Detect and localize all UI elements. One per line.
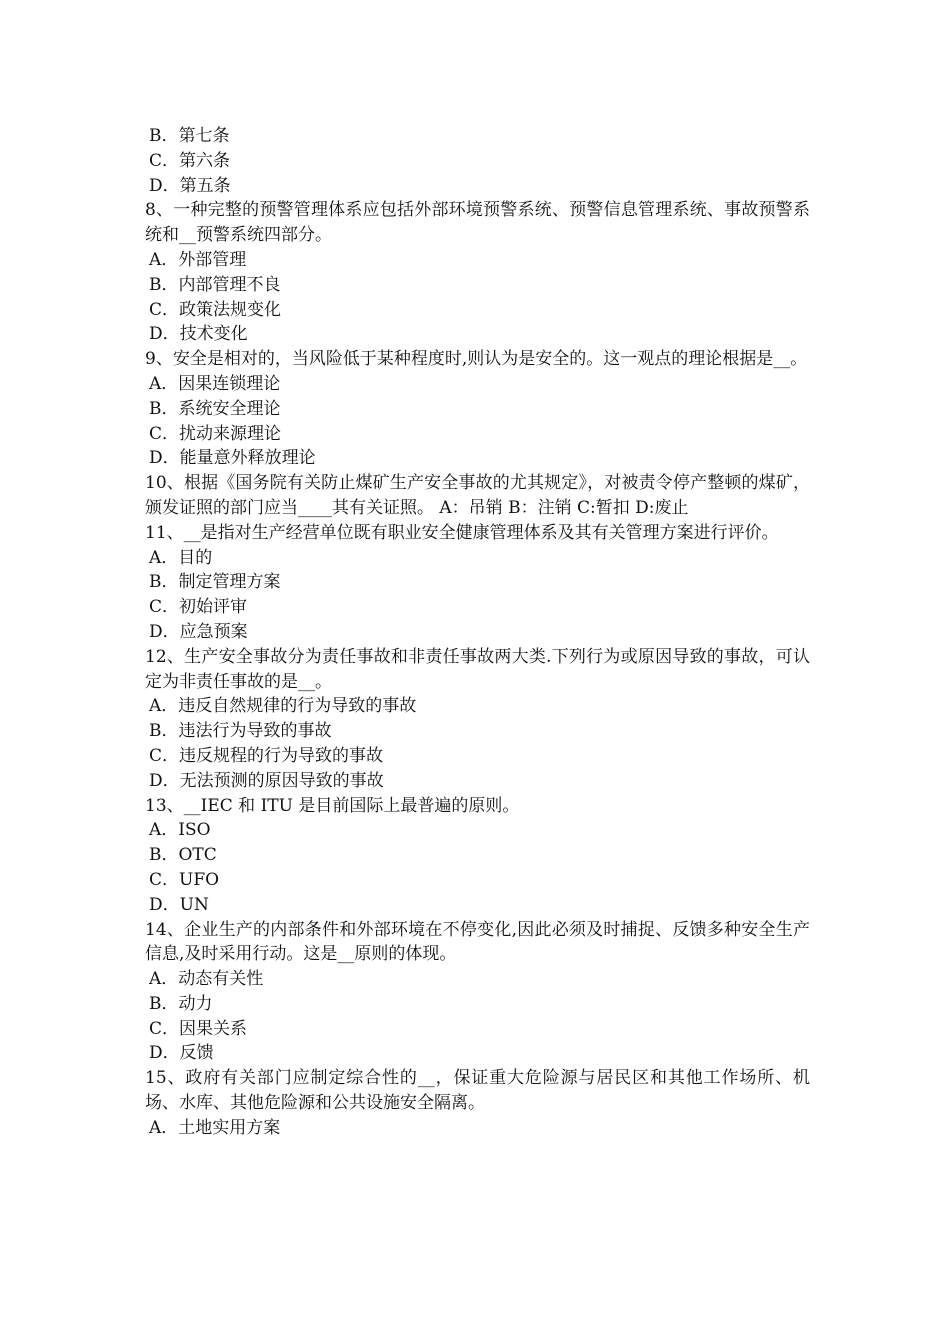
option-line: D．反馈	[149, 1043, 214, 1064]
option-line: A．目的	[149, 547, 213, 568]
option-line: C．初始评审	[149, 597, 248, 618]
question-15: 15、政府有关部门应制定综合性的__，保证重大危险源与居民区和其他工作场所、机场、水库、其他危险源和公共设施安全隔离。	[145, 1068, 810, 1114]
question-8: 8、一种完整的预警管理体系应包括外部环境预警系统、预警信息管理系统、事故预警系统和__预警系统四部分。	[145, 200, 810, 246]
option-line: C．第六条	[149, 150, 231, 171]
option-line: C．政策法规变化	[149, 299, 282, 320]
option-line: C．扰动来源理论	[149, 423, 282, 444]
option-line: B．系统安全理论	[149, 398, 281, 419]
question-12: 12、生产安全事故分为责任事故和非责任事故两大类.下列行为或原因导致的事故，可认定为非责任事故的是__。	[145, 646, 810, 692]
option-line: C．因果关系	[149, 1018, 248, 1039]
option-line: B．第七条	[149, 126, 230, 146]
option-line: D．应急预案	[149, 621, 248, 642]
option-line: C．UFO	[149, 869, 220, 890]
option-line: A．外部管理	[149, 249, 247, 270]
option-line: A．动态有关性	[149, 969, 264, 990]
option-line: D．UN	[149, 894, 209, 915]
option-line: D．技术变化	[149, 324, 248, 345]
option-line: D．无法预测的原因导致的事故	[149, 770, 384, 791]
document-page	[145, 124, 810, 1141]
option-line: B．制定管理方案	[149, 572, 281, 593]
question-10: 10、根据《国务院有关防止煤矿生产安全事故的尤其规定》，对被责令停产整顿的煤矿，颁发证照的部门应当____其有关证照。 A：吊销 B：注销 C:暂扣 D:废止	[145, 473, 810, 518]
option-line: B．OTC	[149, 845, 217, 866]
option-line: B．动力	[149, 993, 213, 1014]
option-line: A．违反自然规律的行为导致的事故	[149, 696, 417, 717]
option-line: D．第五条	[149, 175, 231, 196]
question-13: 13、__IEC 和 ITU 是目前国际上最普遍的原则。	[145, 795, 520, 816]
option-line: C．违反规程的行为导致的事故	[149, 745, 384, 766]
option-line: D．能量意外释放理论	[149, 448, 316, 469]
option-line: B．违法行为导致的事故	[149, 721, 332, 742]
option-line: A．因果连锁理论	[149, 373, 281, 394]
question-14: 14、企业生产的内部条件和外部环境在不停变化,因此必须及时捕捉、反馈多种安全生产信息,及时采用行动。这是__原则的体现。	[145, 919, 810, 965]
option-line: B．内部管理不良	[149, 274, 281, 295]
option-line: A．土地实用方案	[149, 1117, 281, 1138]
question-11: 11、__是指对生产经营单位既有职业安全健康管理体系及其有关管理方案进行评价。	[145, 522, 779, 543]
question-9: 9、安全是相对的，当风险低于某种程度时,则认为是安全的。这一观点的理论根据是__。	[145, 349, 808, 370]
option-line: A．ISO	[149, 820, 211, 841]
